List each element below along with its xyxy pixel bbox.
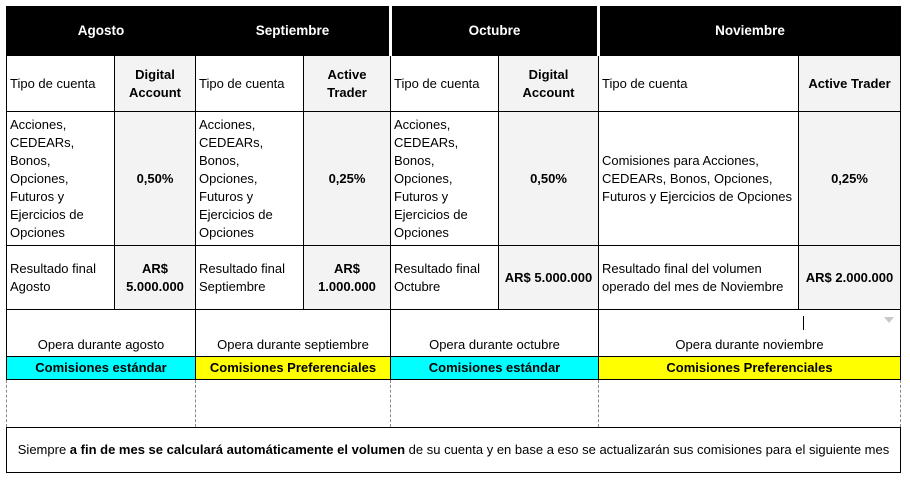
empty-cell (391, 380, 599, 428)
instruments-text: Acciones, CEDEARs, Bonos, Opciones, Futuros y Ejercicios de Opciones (196, 112, 304, 246)
opera-text: Opera durante agosto (7, 310, 196, 357)
account-name: Active Trader (799, 56, 901, 112)
note-bold: a fin de mes se calculará automáticamente el volumen (69, 442, 406, 457)
type-label: Tipo de cuenta (7, 56, 115, 112)
month-header-octubre: Octubre (391, 7, 599, 56)
instruments-text: Comisiones para Acciones, CEDEARs, Bonos, Opciones, Futuros y Ejercicios de Opciones (599, 112, 799, 246)
note-part2: de su cuenta y en base a eso se actualizarán sus comisiones para el siguiente mes (405, 442, 890, 457)
note-row (7, 428, 901, 473)
empty-cell (599, 380, 901, 428)
tier-badge: Comisiones Preferenciales (196, 357, 391, 380)
result-label: Resultado final Agosto (7, 246, 115, 310)
commissions-table (6, 6, 901, 473)
opera-row (7, 310, 901, 357)
rate-value: 0,50% (499, 112, 599, 246)
rate-value: 0,25% (799, 112, 901, 246)
month-header-noviembre: Noviembre (599, 7, 901, 56)
rate-row (7, 112, 901, 246)
account-name: Digital Account (499, 56, 599, 112)
result-label: Resultado final del volumen operado del mes de Noviembre (599, 246, 799, 310)
opera-text: Opera durante noviembre (599, 310, 901, 357)
account-name: Active Trader (304, 56, 391, 112)
note-part1: Siempre (17, 442, 70, 457)
result-label: Resultado final Septiembre (196, 246, 304, 310)
result-value: AR$ 5.000.000 (115, 246, 196, 310)
result-label: Resultado final Octubre (391, 246, 499, 310)
rate-value: 0,25% (304, 112, 391, 246)
month-header-row (7, 7, 901, 56)
type-label: Tipo de cuenta (599, 56, 799, 112)
opera-text: Opera durante septiembre (196, 310, 391, 357)
result-value: AR$ 2.000.000 (799, 246, 901, 310)
instruments-text: Acciones, CEDEARs, Bonos, Opciones, Futuros y Ejercicios de Opciones (7, 112, 115, 246)
empty-cell (196, 380, 391, 428)
opera-text: Opera durante octubre (391, 310, 599, 357)
result-value: AR$ 1.000.000 (304, 246, 391, 310)
tier-badge: Comisiones estándar (391, 357, 599, 380)
tier-badge: Comisiones estándar (7, 357, 196, 380)
result-value: AR$ 5.000.000 (499, 246, 599, 310)
instruments-text: Acciones, CEDEARs, Bonos, Opciones, Futuros y Ejercicios de Opciones (391, 112, 499, 246)
type-label: Tipo de cuenta (391, 56, 499, 112)
empty-cell (7, 380, 196, 428)
result-row (7, 246, 901, 310)
text-cursor (803, 316, 804, 330)
account-name: Digital Account (115, 56, 196, 112)
account-type-row (7, 56, 901, 112)
footer-note (7, 428, 901, 473)
tier-row (7, 357, 901, 380)
dropdown-arrow-icon[interactable] (884, 317, 894, 323)
blank-row (7, 380, 901, 428)
tier-badge: Comisiones Preferenciales (599, 357, 901, 380)
type-label: Tipo de cuenta (196, 56, 304, 112)
month-header-agosto: Agosto (7, 7, 196, 56)
rate-value: 0,50% (115, 112, 196, 246)
month-header-septiembre: Septiembre (196, 7, 391, 56)
